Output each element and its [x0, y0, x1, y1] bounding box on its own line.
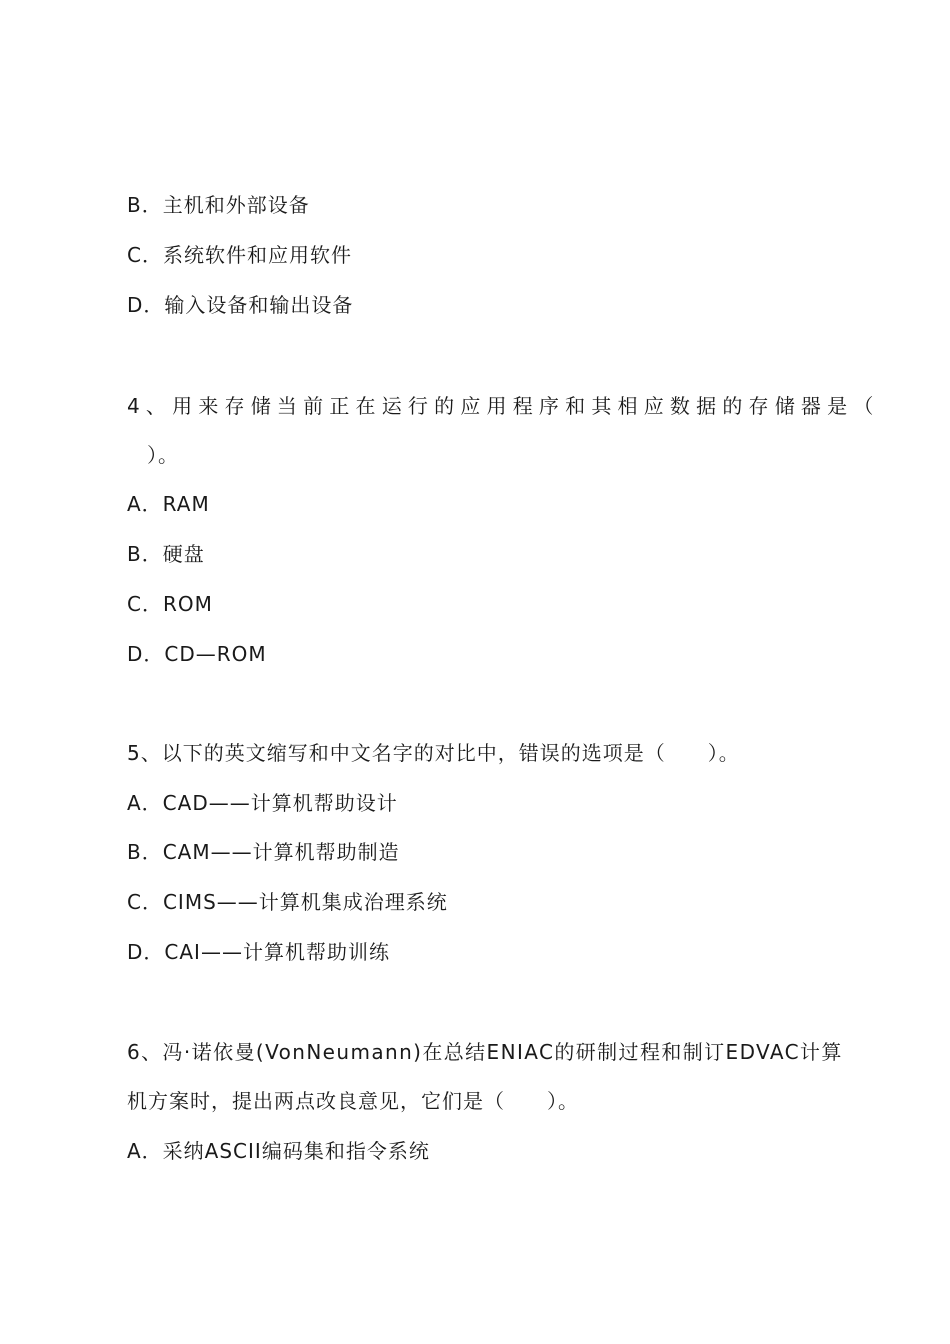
q3-option-d: D．输入设备和输出设备	[127, 293, 354, 317]
q3-option-b: B．主机和外部设备	[127, 193, 310, 217]
q4-option-b: B．硬盘	[127, 542, 205, 566]
q5-stem: 5、以下的英文缩写和中文名字的对比中，错误的选项是（ ）。	[127, 741, 740, 765]
q4-option-c: C．ROM	[127, 592, 213, 616]
q6-stem-line2: 机方案时，提出两点改良意见，它们是（ ）。	[127, 1089, 579, 1113]
q3-option-c: C．系统软件和应用软件	[127, 243, 352, 267]
q5-option-c: C．CIMS——计算机集成治理系统	[127, 890, 448, 914]
q4-option-a: A．RAM	[127, 492, 210, 516]
q4-stem-line1: 4、用来存储当前正在运行的应用程序和其相应数据的存储器是（	[127, 394, 880, 418]
q5-option-a: A．CAD——计算机帮助设计	[127, 791, 398, 815]
q5-option-d: D．CAI——计算机帮助训练	[127, 940, 390, 964]
q4-stem-line2: ）。	[147, 443, 179, 467]
q6-stem-line1: 6、冯·诺依曼(VonNeumann)在总结ENIAC的研制过程和制订EDVAC计算	[127, 1040, 843, 1064]
q6-option-a: A．采纳ASCII编码集和指令系统	[127, 1139, 430, 1163]
q5-option-b: B．CAM——计算机帮助制造	[127, 840, 400, 864]
q4-option-d: D．CD—ROM	[127, 642, 267, 666]
